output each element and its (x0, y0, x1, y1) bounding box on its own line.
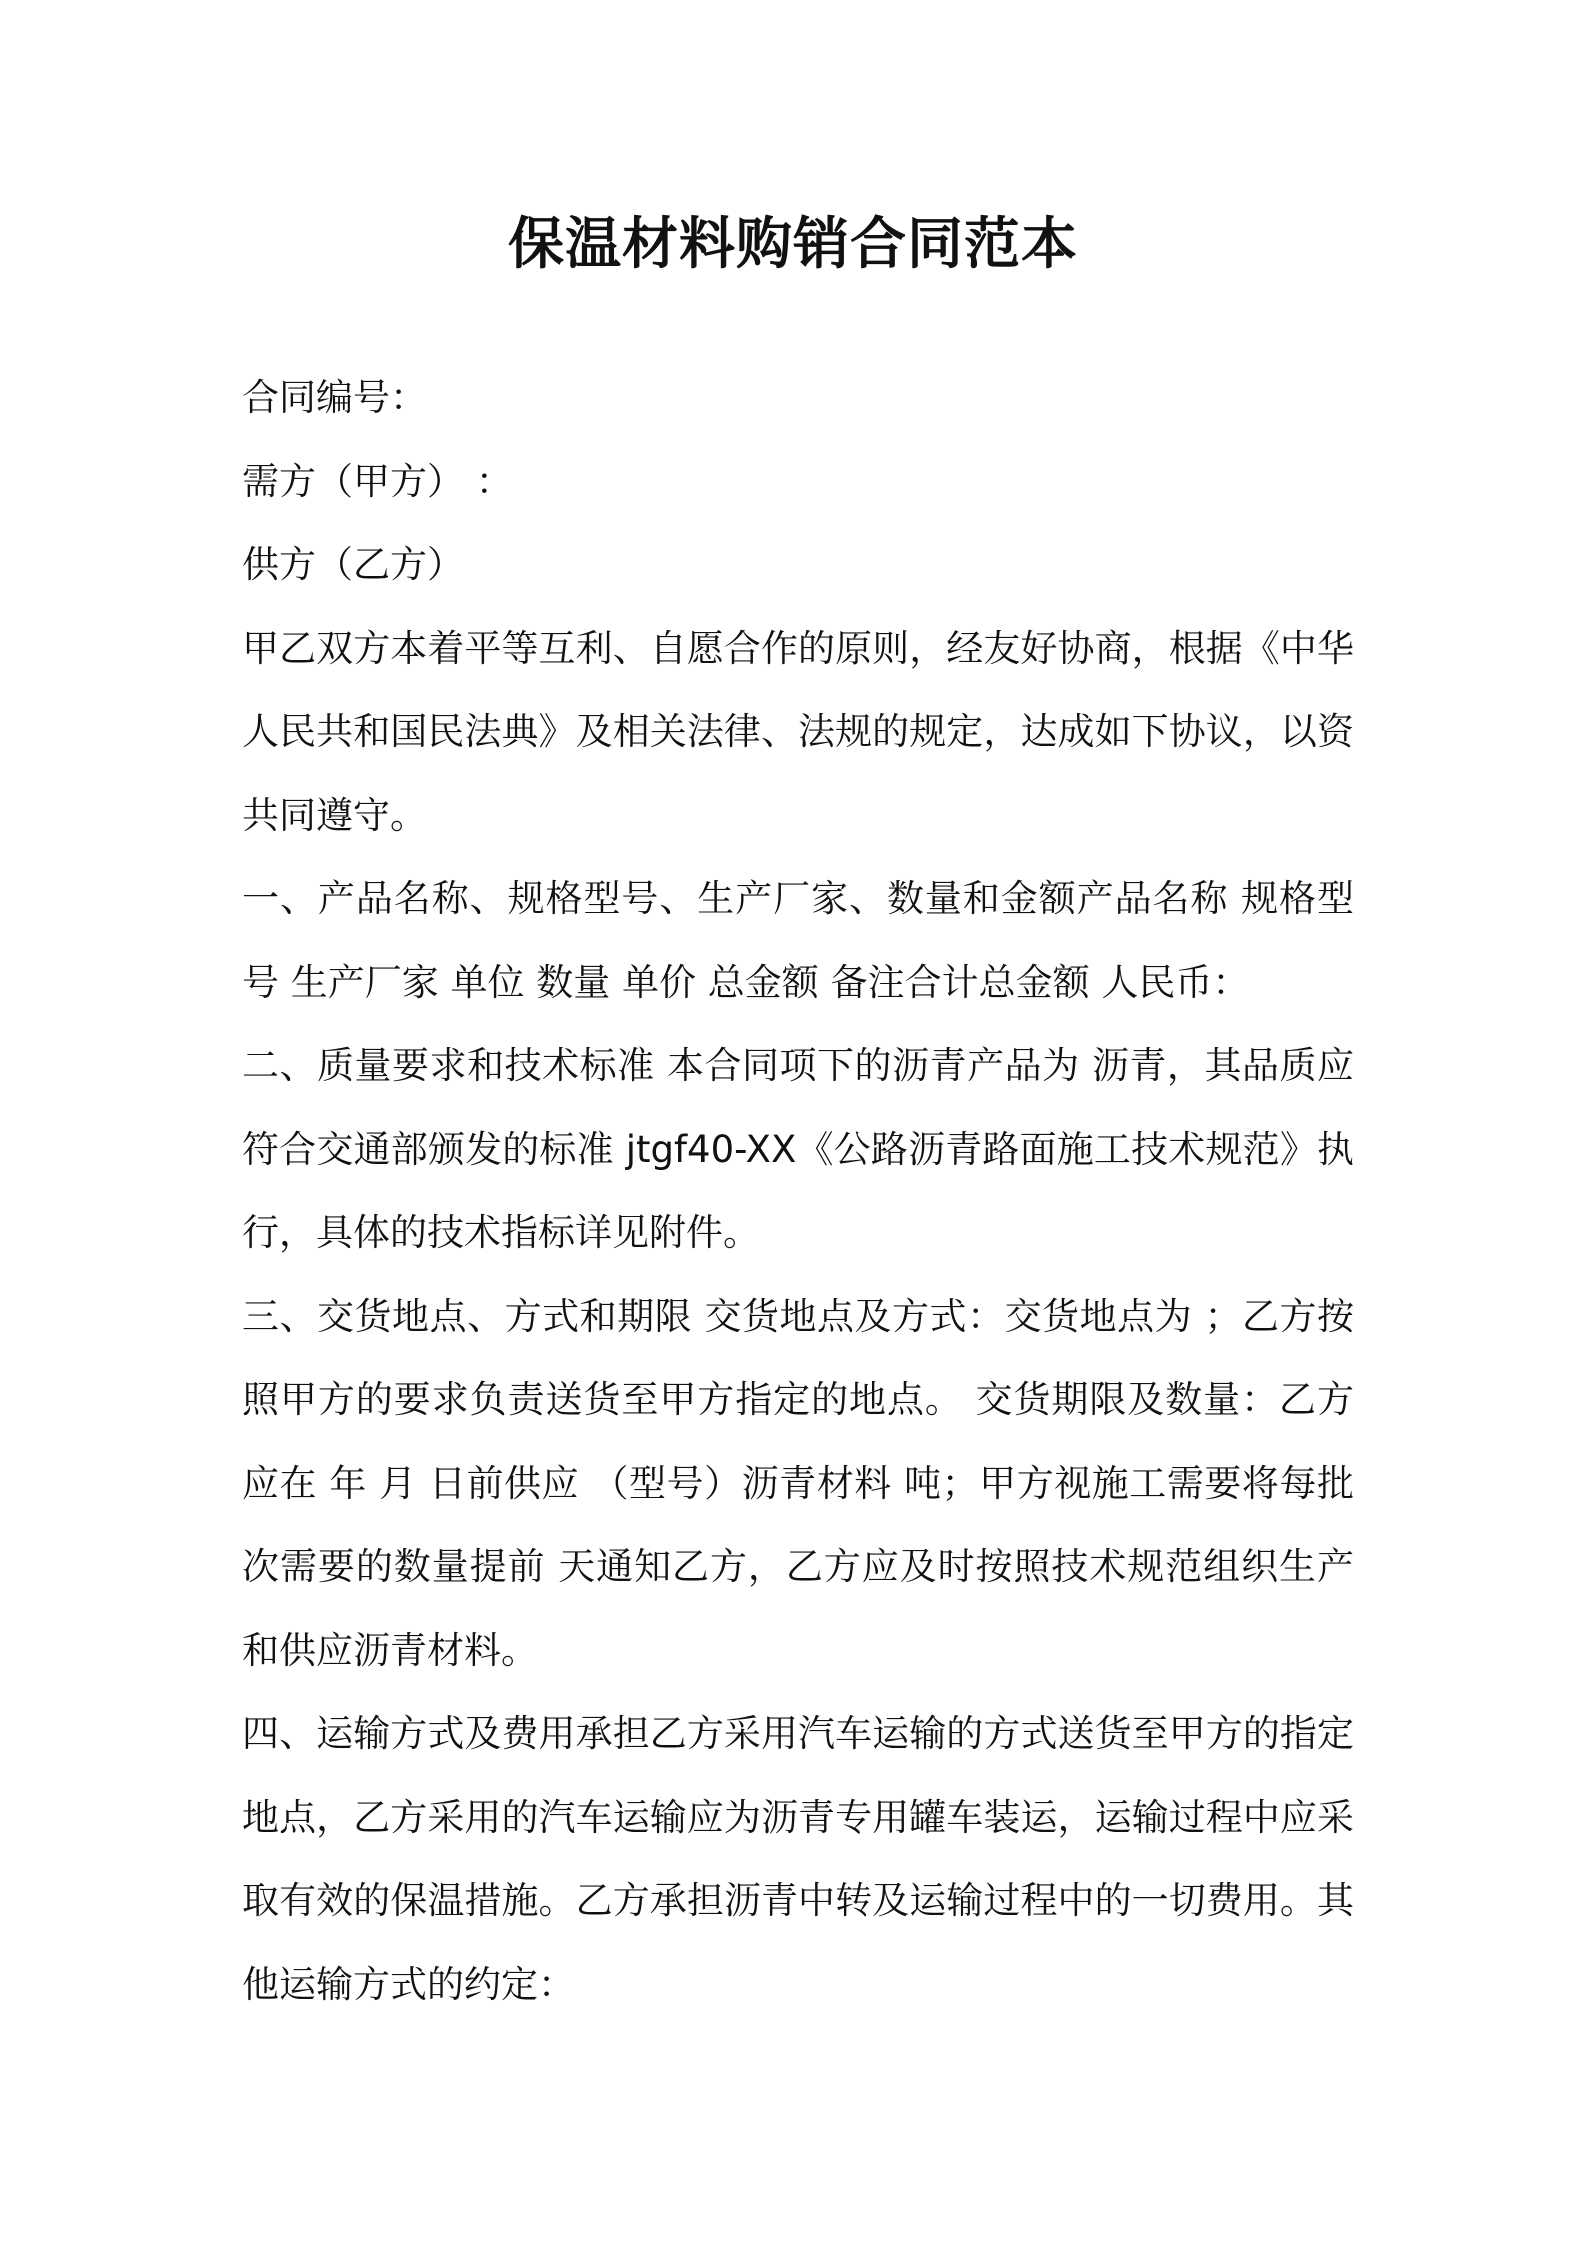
section-1-products: 一、产品名称、规格型号、生产厂家、数量和金额产品名称 规格型号 生产厂家 单位 数量 单价 总金额 备注合计总金额 人民币： (242, 877, 1354, 1004)
document-title: 保温材料购销合同范本 (508, 212, 1078, 277)
contract-number-line: 合同编号： (242, 376, 427, 419)
section-4-transport: 四、运输方式及费用承担乙方采用汽车运输的方式送货至甲方的指定地点，乙方采用的汽车运输应为沥青专用罐车装运，运输过程中应采取有效的保温措施。乙方承担沥青中转及运输过程中的一切费用。其他运输方式的约定： (242, 1712, 1354, 2006)
section-3-delivery: 三、交货地点、方式和期限 交货地点及方式：交货地点为 ；乙方按照甲方的要求负责送货至甲方指定的地点。 交货期限及数量：乙方应在 年 月 日前供应 （型号）沥青材料 吨；甲方视施工需要将每批次需要的数量提前 天通知乙方，乙方应及时按照技术规范组织生产和供应沥青材料。 (242, 1294, 1354, 1672)
buyer-line: 需方（甲方） ： (242, 459, 513, 503)
document-body (242, 356, 1354, 2026)
preamble-paragraph: 甲乙双方本着平等互利、自愿合作的原则，经友好协商，根据《中华人民共和国民法典》及相关法律、法规的规定，达成如下协议，以资共同遵守。 (242, 626, 1354, 837)
section-2-quality: 二、质量要求和技术标准 本合同项下的沥青产品为 沥青，其品质应符合交通部颁发的标准 jtgf40-XX《公路沥青路面施工技术规范》执行，具体的技术指标详见附件。 (242, 1044, 1354, 1254)
supplier-line: 供方（乙方） (242, 543, 464, 586)
